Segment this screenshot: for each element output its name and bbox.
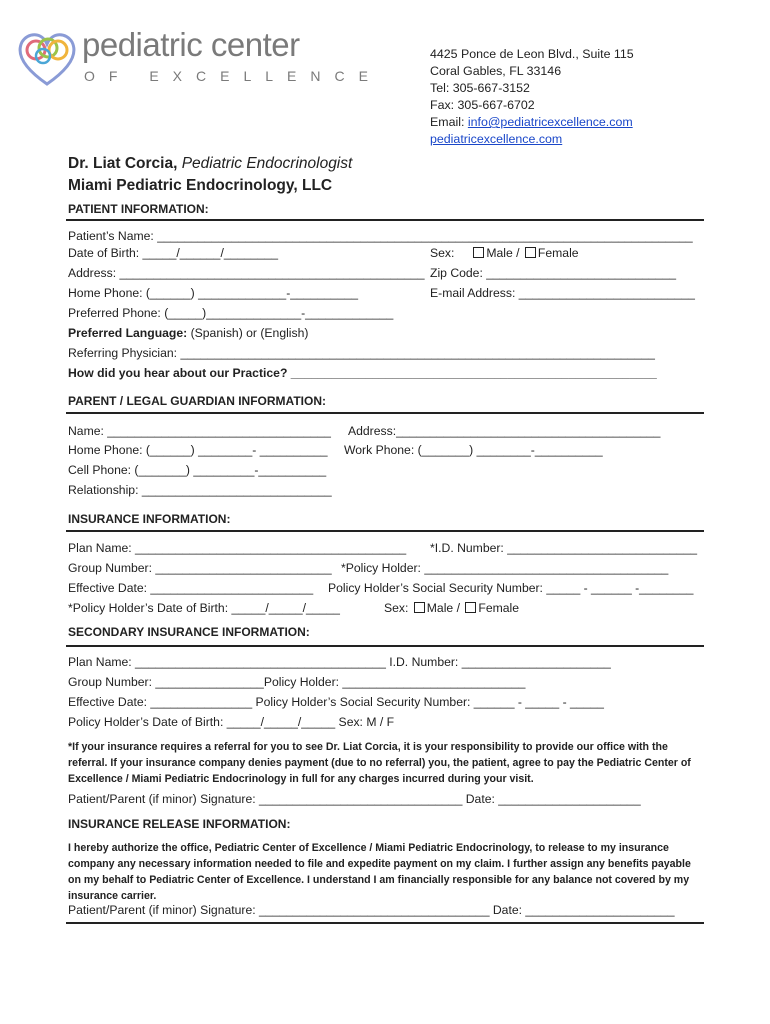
logo-name: pediatric center <box>82 26 300 63</box>
doctor-heading <box>68 153 352 197</box>
sex-label: Sex: <box>430 246 455 260</box>
insurance-holder-dob-field[interactable]: *Policy Holder’s Date of Birth: _____/_____/_____ <box>68 601 340 615</box>
section-divider <box>66 530 704 532</box>
female-checkbox[interactable] <box>525 247 536 258</box>
email-link[interactable]: info@pediatricexcellence.com <box>467 115 633 129</box>
website-link[interactable]: pediatricexcellence.com <box>430 132 563 146</box>
section-divider <box>66 922 704 924</box>
secondary-plan-field[interactable]: Plan Name: _____________________________________ I.D. Number: ______________________ <box>68 655 611 669</box>
insurance-section-title: INSURANCE INFORMATION: <box>68 512 231 526</box>
signature-field[interactable]: Patient/Parent (if minor) Signature: ______________________________ Date: _____________________ <box>68 792 641 806</box>
referring-physician-field[interactable]: Referring Physician: ______________________________________________________________________ <box>68 346 655 360</box>
doctor-title: Pediatric Endocrinologist <box>181 155 353 172</box>
guardian-cell-phone-field[interactable]: Cell Phone: (_______) _________-__________ <box>68 463 327 477</box>
patient-section-title: PATIENT INFORMATION: <box>68 202 209 216</box>
secondary-group-field[interactable]: Group Number: ________________Policy Holder: ___________________________ <box>68 675 526 689</box>
practice-name: Miami Pediatric Endocrinology, LLC <box>68 177 333 194</box>
release-text: I hereby authorize the office, Pediatric Center of Excellence / Miami Pediatric Endocrinology, to release to my insurance company any necessary information needed to file and expedite payment on my claim. I further assign any benefits payable on my behalf to Pediatric Center of Excellence. I understand I am financially responsible for any balance not covered by my insurance carrier. <box>68 842 691 902</box>
secondary-holder-dob-field[interactable]: Policy Holder’s Date of Birth: _____/_____/_____ Sex: M / F <box>68 715 395 729</box>
street-address: 4425 Ponce de Leon Blvd., Suite 115 <box>430 47 634 61</box>
patient-zip-field[interactable]: Zip Code: ____________________________ <box>430 266 677 280</box>
insurance-id-field[interactable]: *I.D. Number: ____________________________ <box>430 541 697 555</box>
secondary-effective-field[interactable]: Effective Date: _______________ Policy Holder’s Social Security Number: ______ - _____ - _____ <box>68 695 604 709</box>
city-address: Coral Gables, FL 33146 <box>430 64 562 78</box>
preferred-language-options: (Spanish) or (English) <box>187 326 309 340</box>
patient-home-phone-field[interactable]: Home Phone: (______) _____________-__________ <box>68 286 359 300</box>
insurance-sex-field <box>384 601 519 615</box>
heart-rings-icon <box>14 24 80 90</box>
guardian-section-title: PARENT / LEGAL GUARDIAN INFORMATION: <box>68 394 326 408</box>
telephone: Tel: 305-667-3152 <box>430 81 530 95</box>
practice-logo <box>14 24 382 94</box>
female-checkbox[interactable] <box>465 602 476 613</box>
email-row <box>430 114 634 131</box>
female-label: Female <box>478 601 520 615</box>
section-divider <box>66 412 704 414</box>
insurance-group-field[interactable]: Group Number: __________________________ <box>68 561 332 575</box>
male-checkbox[interactable] <box>414 602 425 613</box>
logo-subtitle: OF EXCELLENCE <box>84 68 382 84</box>
patient-preferred-phone-field[interactable]: Preferred Phone: (_____)______________-_____________ <box>68 306 394 320</box>
guardian-home-phone-field[interactable]: Home Phone: (______) ________- __________ <box>68 443 328 457</box>
patient-dob-field[interactable]: Date of Birth: _____/______/________ <box>68 246 279 260</box>
release-section-title: INSURANCE RELEASE INFORMATION: <box>68 817 291 831</box>
email-label: Email: <box>430 115 468 129</box>
guardian-address-field[interactable]: Address:_______________________________________ <box>348 424 661 438</box>
patient-email-field[interactable]: E-mail Address: __________________________ <box>430 286 695 300</box>
fax: Fax: 305-667-6702 <box>430 98 535 112</box>
male-checkbox[interactable] <box>473 247 484 258</box>
insurance-effective-field[interactable]: Effective Date: ________________________ <box>68 581 314 595</box>
patient-sex-field <box>430 246 579 260</box>
referral-note: *If your insurance requires a referral for you to see Dr. Liat Corcia, it is your responsibility to provide our office with the referral. If your insurance company denies payment (due to no referral) you, the patient, agree to pay the Pediatric Center of Excellence / Miami Pediatric Endocrinology in full for any charges incurred during your visit. <box>68 741 691 785</box>
insurance-plan-field[interactable]: Plan Name: ________________________________________ <box>68 541 407 555</box>
website-row <box>430 131 634 148</box>
guardian-work-phone-field[interactable]: Work Phone: (_______) ________-__________ <box>344 443 603 457</box>
guardian-name-field[interactable]: Name: _________________________________ <box>68 424 331 438</box>
insurance-holder-field[interactable]: *Policy Holder: ____________________________________ <box>341 561 669 575</box>
secondary-section-title: SECONDARY INSURANCE INFORMATION: <box>68 625 310 639</box>
guardian-relationship-field[interactable]: Relationship: ____________________________ <box>68 483 332 497</box>
female-label: Female <box>537 246 579 260</box>
contact-block <box>430 46 634 148</box>
male-label: Male / <box>426 601 460 615</box>
patient-address-field[interactable]: Address: _____________________________________________ <box>68 266 425 280</box>
release-signature-field[interactable]: Patient/Parent (if minor) Signature: __________________________________ Date: ______________________ <box>68 903 675 917</box>
insurance-ssn-field[interactable]: Policy Holder’s Social Security Number: _____ - ______ -________ <box>328 581 694 595</box>
sex-label: Sex: <box>384 601 409 615</box>
preferred-language-field[interactable] <box>68 326 308 340</box>
section-divider <box>66 645 704 647</box>
doctor-name: Dr. Liat Corcia, <box>68 155 178 172</box>
preferred-language-label: Preferred Language: <box>68 326 188 340</box>
patient-name-field[interactable]: Patient’s Name: _______________________________________________________________________________ <box>68 229 693 243</box>
hear-about-field[interactable]: How did you hear about our Practice? ______________________________________________________ <box>68 366 657 380</box>
male-label: Male / <box>486 246 520 260</box>
section-divider <box>66 219 704 221</box>
